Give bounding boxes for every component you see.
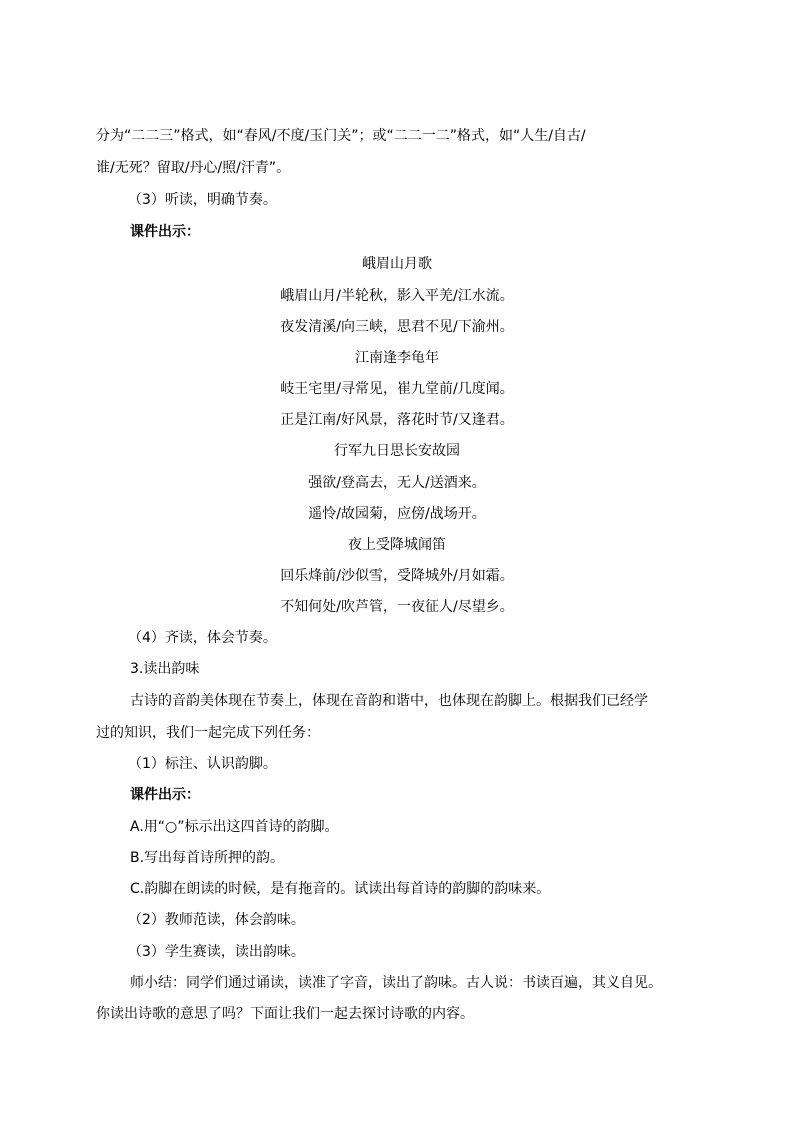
list-item: （1）标注、认识韵脚。: [128, 756, 277, 772]
paragraph-line: 你读出诗歌的意思了吗？下面让我们一起去探讨诗歌的内容。: [96, 1006, 474, 1022]
poem-line: 遥怜/故园菊，应傍/战场开。: [308, 506, 486, 522]
section-heading: 3.读出韵味: [130, 661, 200, 677]
poem-title: 夜上受降城闻笛: [348, 537, 446, 553]
paragraph-line: 过的知识，我们一起完成下列任务：: [96, 725, 320, 741]
paragraph-line: 分为“二二三”格式，如“春风/不度/玉门关”；或“二二一二”格式，如“人生/自古/: [96, 128, 586, 144]
poem-line: 岐王宅里/寻常见，崔九堂前/几度闻。: [280, 381, 514, 397]
poem-line: 正是江南/好风景，落花时节/又逢君。: [280, 412, 514, 428]
list-item: （3）听读，明确节奏。: [128, 192, 277, 208]
poem-line: 峨眉山月/半轮秋，影入平羌/江水流。: [280, 288, 514, 304]
task-item: B.写出每首诗所押的韵。: [130, 850, 285, 866]
poem-title: 峨眉山月歌: [362, 256, 432, 272]
paragraph-line: 师小结：同学们通过诵读，读准了字音，读出了韵味。古人说：书读百遍，其义自见。: [130, 975, 662, 991]
task-item: A.用“○”标示出这四首诗的韵脚。: [130, 819, 339, 835]
courseware-heading: 课件出示：: [130, 787, 200, 803]
task-item: C.韵脚在朗读的时候，是有拖音的。试读出每首诗的韵脚的韵味来。: [130, 881, 551, 897]
poem-line: 夜发清溪/向三峡，思君不见/下渝州。: [280, 319, 514, 335]
list-item: （3）学生赛读，读出韵味。: [128, 944, 305, 960]
list-item: （4）齐读，体会节奏。: [128, 630, 277, 646]
paragraph-line: 古诗的音韵美体现在节奏上，体现在音韵和谐中，也体现在韵脚上。根据我们已经学: [130, 693, 648, 709]
courseware-heading: 课件出示：: [130, 224, 200, 240]
list-item: （2）教师范读，体会韵味。: [128, 912, 305, 928]
poem-title: 行军九日思长安故园: [334, 443, 460, 459]
paragraph-line: 谁/无死？留取/丹心/照/汗青”。: [96, 160, 291, 176]
poem-line: 回乐烽前/沙似雪，受降城外/月如霜。: [280, 568, 514, 584]
poem-line: 不知何处/吹芦管，一夜征人/尽望乡。: [280, 599, 514, 615]
poem-title: 江南逢李龟年: [355, 350, 439, 366]
poem-line: 强欲/登高去，无人/送酒来。: [308, 475, 486, 491]
